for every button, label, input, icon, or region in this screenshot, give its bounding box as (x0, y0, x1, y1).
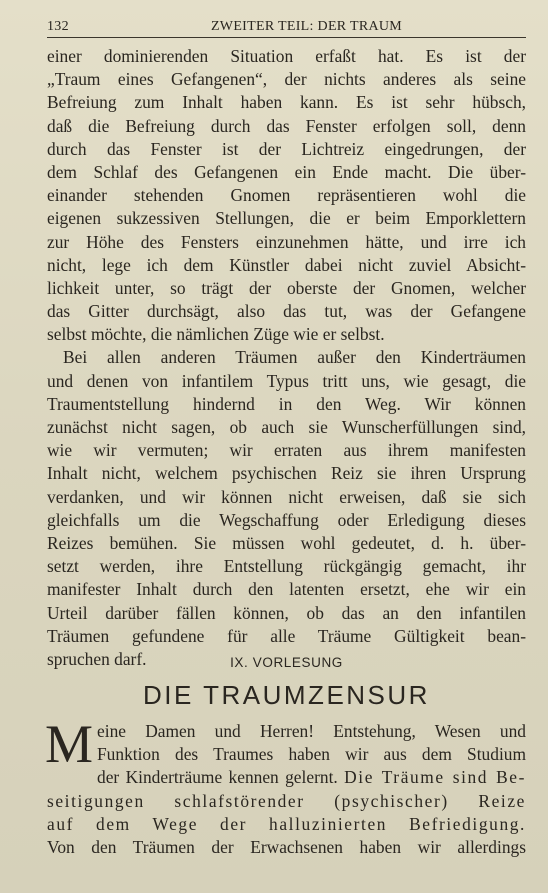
lecture-heading: IX. VORLESUNG (230, 655, 343, 670)
text-line: dem Schlaf des Gefangenen ein Ende macht. Die über- (47, 161, 526, 182)
text-line: das Gitter durchsägt, also das tut, was der Gefangene (47, 301, 526, 322)
text-line: spruchen darf. (47, 648, 147, 669)
text-line (97, 766, 526, 789)
text-line: Urteil darüber fällen können, ob das an den infantilen (47, 602, 526, 623)
drop-cap: M (45, 714, 94, 774)
text-line: durch das Fenster ist der Lichtreiz eingedrungen, der (47, 138, 526, 159)
text-line: Träumen gefundene für alle Träume Gültigkeit bean- (47, 625, 526, 646)
text-line: Reizes bemühen. Sie müssen wohl gedeutet, d. h. über- (47, 532, 526, 553)
text-line: zur Höhe des Fensters einzunehmen hätte, und irre ich (47, 231, 526, 252)
text-line: Befreiung zum Inhalt haben kann. Es ist sehr hübsch, (47, 92, 526, 113)
text-line: lichkeit unter, so trägt der oberste der Gnomen, welcher (47, 277, 526, 298)
text-line: selbst möchte, die nämlichen Züge wie er selbst. (47, 324, 385, 345)
text-line: zunächst nicht sagen, ob auch sie Wunscherfüllungen sind, (47, 417, 526, 437)
chapter-title: DIE TRAUMZENSUR (143, 680, 430, 710)
text-line: setzt werden, ihre Entstellung rückgängig gemacht, ihr (47, 556, 526, 577)
text-line: daß die Befreiung durch das Fenster erfolgen soll, denn (47, 115, 526, 136)
page-number: 132 (47, 19, 69, 34)
text-line: nicht, lege ich dem Künstler dabei nicht zuviel Absicht- (47, 254, 526, 275)
text-line: Funktion des Traumes haben wir aus dem Studium (97, 744, 526, 765)
text-line: einer dominierenden Situation erfaßt hat. Es ist der (47, 46, 526, 66)
text-line: eine Damen und Herren! Entstehung, Wesen und (97, 721, 526, 741)
text-line: einander stehenden Gnomen repräsentieren wohl die (47, 185, 526, 206)
text-line: und denen von infantilem Typus tritt uns, wie gesagt, die (47, 370, 526, 391)
text-line: Traumentstellung hindernd in den Weg. Wir können (47, 393, 526, 414)
running-title: ZWEITER TEIL: DER TRAUM (210, 19, 403, 34)
spaced-text-line: auf dem Wege der halluzinierten Befriedigung. (47, 813, 526, 834)
text-line: Inhalt nicht, welchem psychischen Reiz sie ihren Ursprung (47, 463, 526, 484)
text-line: „Traum eines Gefangenen“, der nichts anderes als seine (47, 69, 526, 90)
text-line: Bei allen anderen Träumen außer den Kinderträumen (63, 347, 526, 368)
text-line: Von den Träumen der Erwachsenen haben wir allerdings (47, 836, 526, 857)
spaced-text-line: seitigungen schlafstörender (psychischer) Reize (47, 790, 526, 811)
text-line: manifester Inhalt durch den latenten ersetzt, ehe wir ein (47, 579, 526, 600)
page-header (47, 17, 526, 38)
text-segment: der Kinderträume kennen gelernt. (97, 767, 345, 788)
text-line: verdanken, und wir können nicht erweisen, daß sie sich (47, 486, 526, 507)
text-line: gleichfalls um die Wegschaffung oder Erledigung dieses (47, 509, 526, 530)
text-line: wie wir vermuten; wir erraten aus ihrem manifesten (47, 440, 526, 461)
text-line: eigenen sukzessiven Stellungen, die er beim Emporklettern (47, 208, 526, 229)
spaced-text-segment: Die Träume sind Be- (344, 767, 526, 788)
body-text (47, 45, 526, 671)
chapter-opening (45, 714, 526, 859)
